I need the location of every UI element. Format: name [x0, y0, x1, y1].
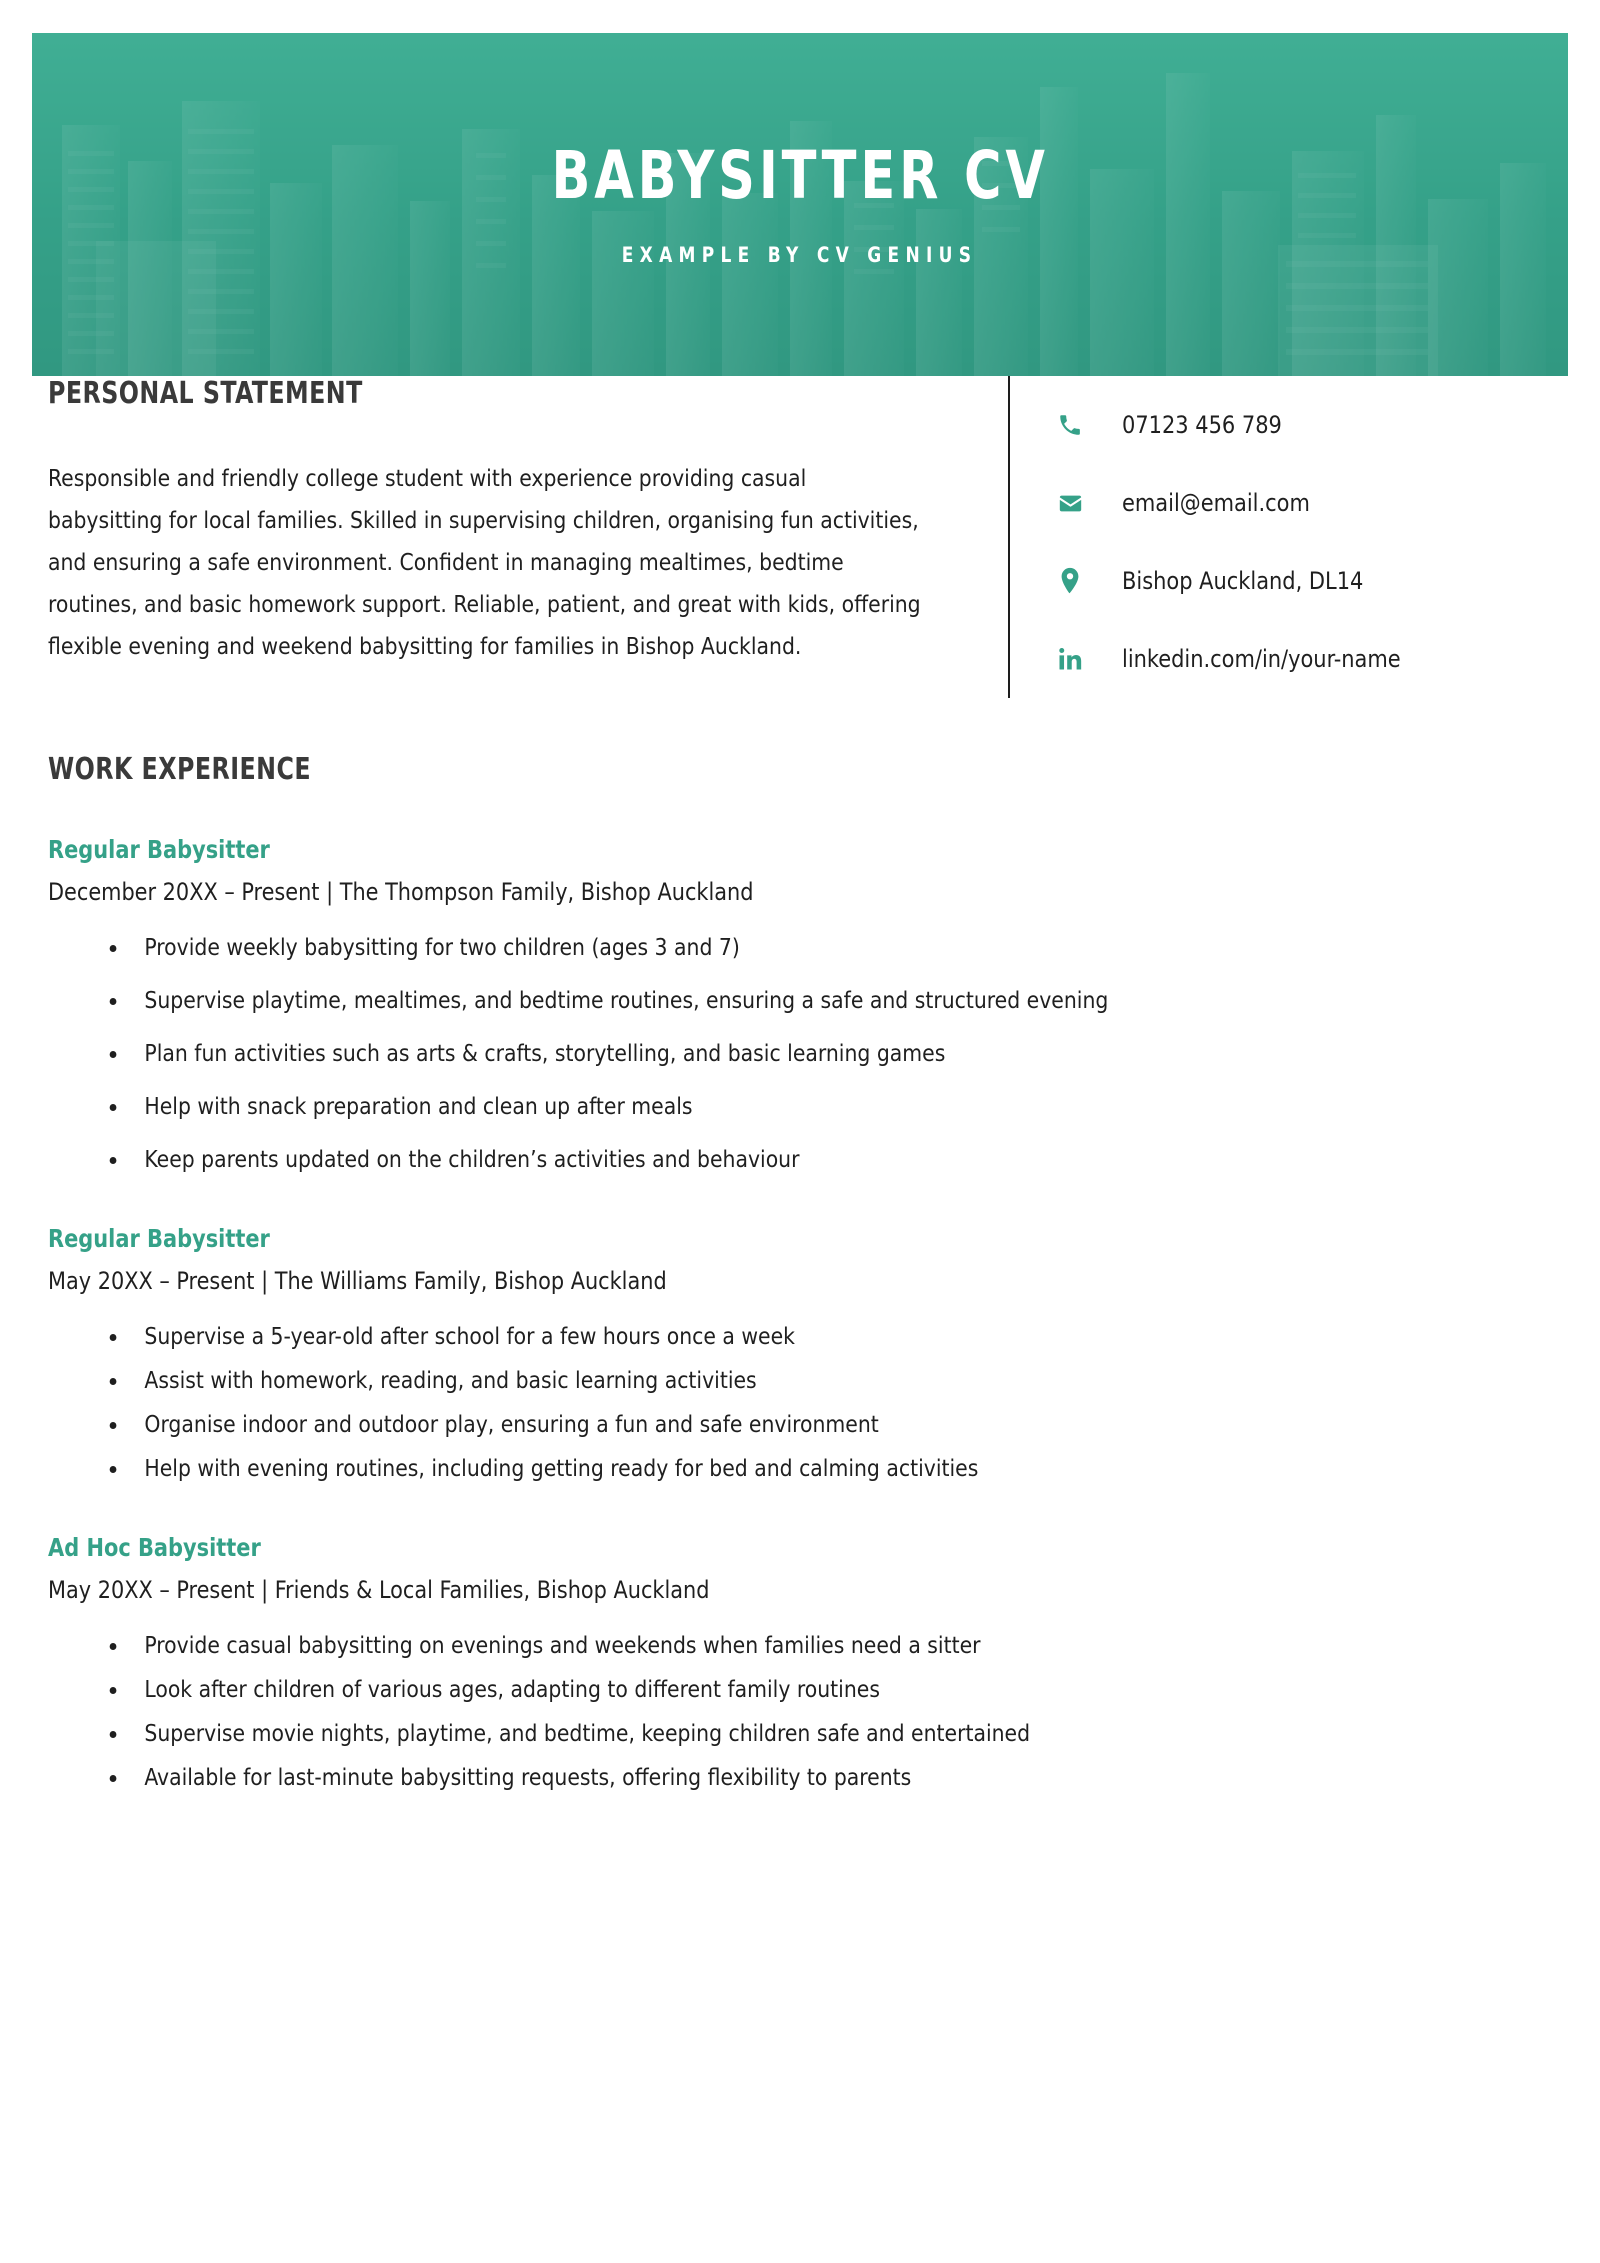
- summary-and-contact-row: [48, 376, 1552, 698]
- cv-subtitle: EXAMPLE BY CV GENIUS: [622, 242, 978, 267]
- job-bullet-list: [48, 1319, 1552, 1485]
- work-experience-entry-2: [48, 1224, 1552, 1485]
- contact-sidebar: [1008, 376, 1552, 698]
- phone-icon: [1050, 412, 1090, 438]
- contact-list: [1050, 386, 1552, 698]
- banner-text-block: [32, 33, 1568, 376]
- contact-value-email: email@email.com: [1122, 489, 1310, 517]
- cv-title: BABYSITTER CV: [551, 136, 1049, 214]
- work-experience-entry-1: [48, 835, 1552, 1176]
- contact-item-location[interactable]: [1050, 542, 1552, 620]
- envelope-icon: [1050, 490, 1090, 517]
- job-bullet-list: [48, 1628, 1552, 1794]
- job-bullet: Available for last-minute babysitting requests, offering flexibility to parents: [100, 1760, 1501, 1794]
- header-banner: [32, 33, 1568, 376]
- job-bullet: Supervise playtime, mealtimes, and bedtime routines, ensuring a safe and structured evening: [100, 983, 1501, 1017]
- job-bullet: Keep parents updated on the children’s activities and behaviour: [100, 1142, 1501, 1176]
- contact-value-location: Bishop Auckland, DL14: [1122, 567, 1364, 595]
- contact-item-email[interactable]: [1050, 464, 1552, 542]
- job-bullet: Help with evening routines, including getting ready for bed and calming activities: [100, 1451, 1501, 1485]
- personal-statement-heading: PERSONAL STATEMENT: [48, 376, 363, 411]
- job-meta: December 20XX – Present | The Thompson Family, Bishop Auckland: [48, 878, 754, 906]
- job-bullet: Supervise movie nights, playtime, and bedtime, keeping children safe and entertained: [100, 1716, 1501, 1750]
- job-bullet: Supervise a 5-year-old after school for a few hours once a week: [100, 1319, 1501, 1353]
- work-experience-entry-3: [48, 1533, 1552, 1794]
- job-bullet: Organise indoor and outdoor play, ensuring a fun and safe environment: [100, 1407, 1501, 1441]
- job-bullet: Provide weekly babysitting for two children (ages 3 and 7): [100, 930, 1501, 964]
- job-title: Regular Babysitter: [48, 835, 270, 864]
- personal-statement-text: Responsible and friendly college student with experience providing casual babysitting for local families. Skilled in supervising children, organising fun activities, and ensuring a safe environment. Confident in managing mealtimes, bedtime routines, and basic homework support. Reliable, patient, and great with kids, offering flexible evening and weekend babysitting for families in Bishop Auckland.: [48, 464, 921, 660]
- contact-value-phone: 07123 456 789: [1122, 411, 1282, 439]
- job-title: Regular Babysitter: [48, 1224, 270, 1253]
- job-bullet: Provide casual babysitting on evenings and weekends when families need a sitter: [100, 1628, 1501, 1662]
- job-bullet: Assist with homework, reading, and basic learning activities: [100, 1363, 1501, 1397]
- contact-value-linkedin: linkedin.com/in/your-name: [1122, 645, 1401, 673]
- job-bullet: Help with snack preparation and clean up after meals: [100, 1089, 1501, 1123]
- job-title: Ad Hoc Babysitter: [48, 1533, 261, 1562]
- document-body: [0, 376, 1600, 1794]
- job-bullet-list: [48, 930, 1552, 1176]
- personal-statement-section: [48, 376, 978, 667]
- work-experience-section: [48, 752, 1552, 1794]
- linkedin-icon: [1050, 646, 1090, 672]
- job-meta: May 20XX – Present | Friends & Local Families, Bishop Auckland: [48, 1576, 710, 1604]
- job-bullet: Look after children of various ages, adapting to different family routines: [100, 1672, 1501, 1706]
- contact-item-linkedin[interactable]: [1050, 620, 1552, 698]
- contact-item-phone[interactable]: [1050, 386, 1552, 464]
- work-experience-heading: WORK EXPERIENCE: [48, 752, 312, 787]
- job-bullet: Plan fun activities such as arts & crafts, storytelling, and basic learning games: [100, 1036, 1501, 1070]
- job-meta: May 20XX – Present | The Williams Family, Bishop Auckland: [48, 1267, 667, 1295]
- location-pin-icon: [1050, 567, 1090, 595]
